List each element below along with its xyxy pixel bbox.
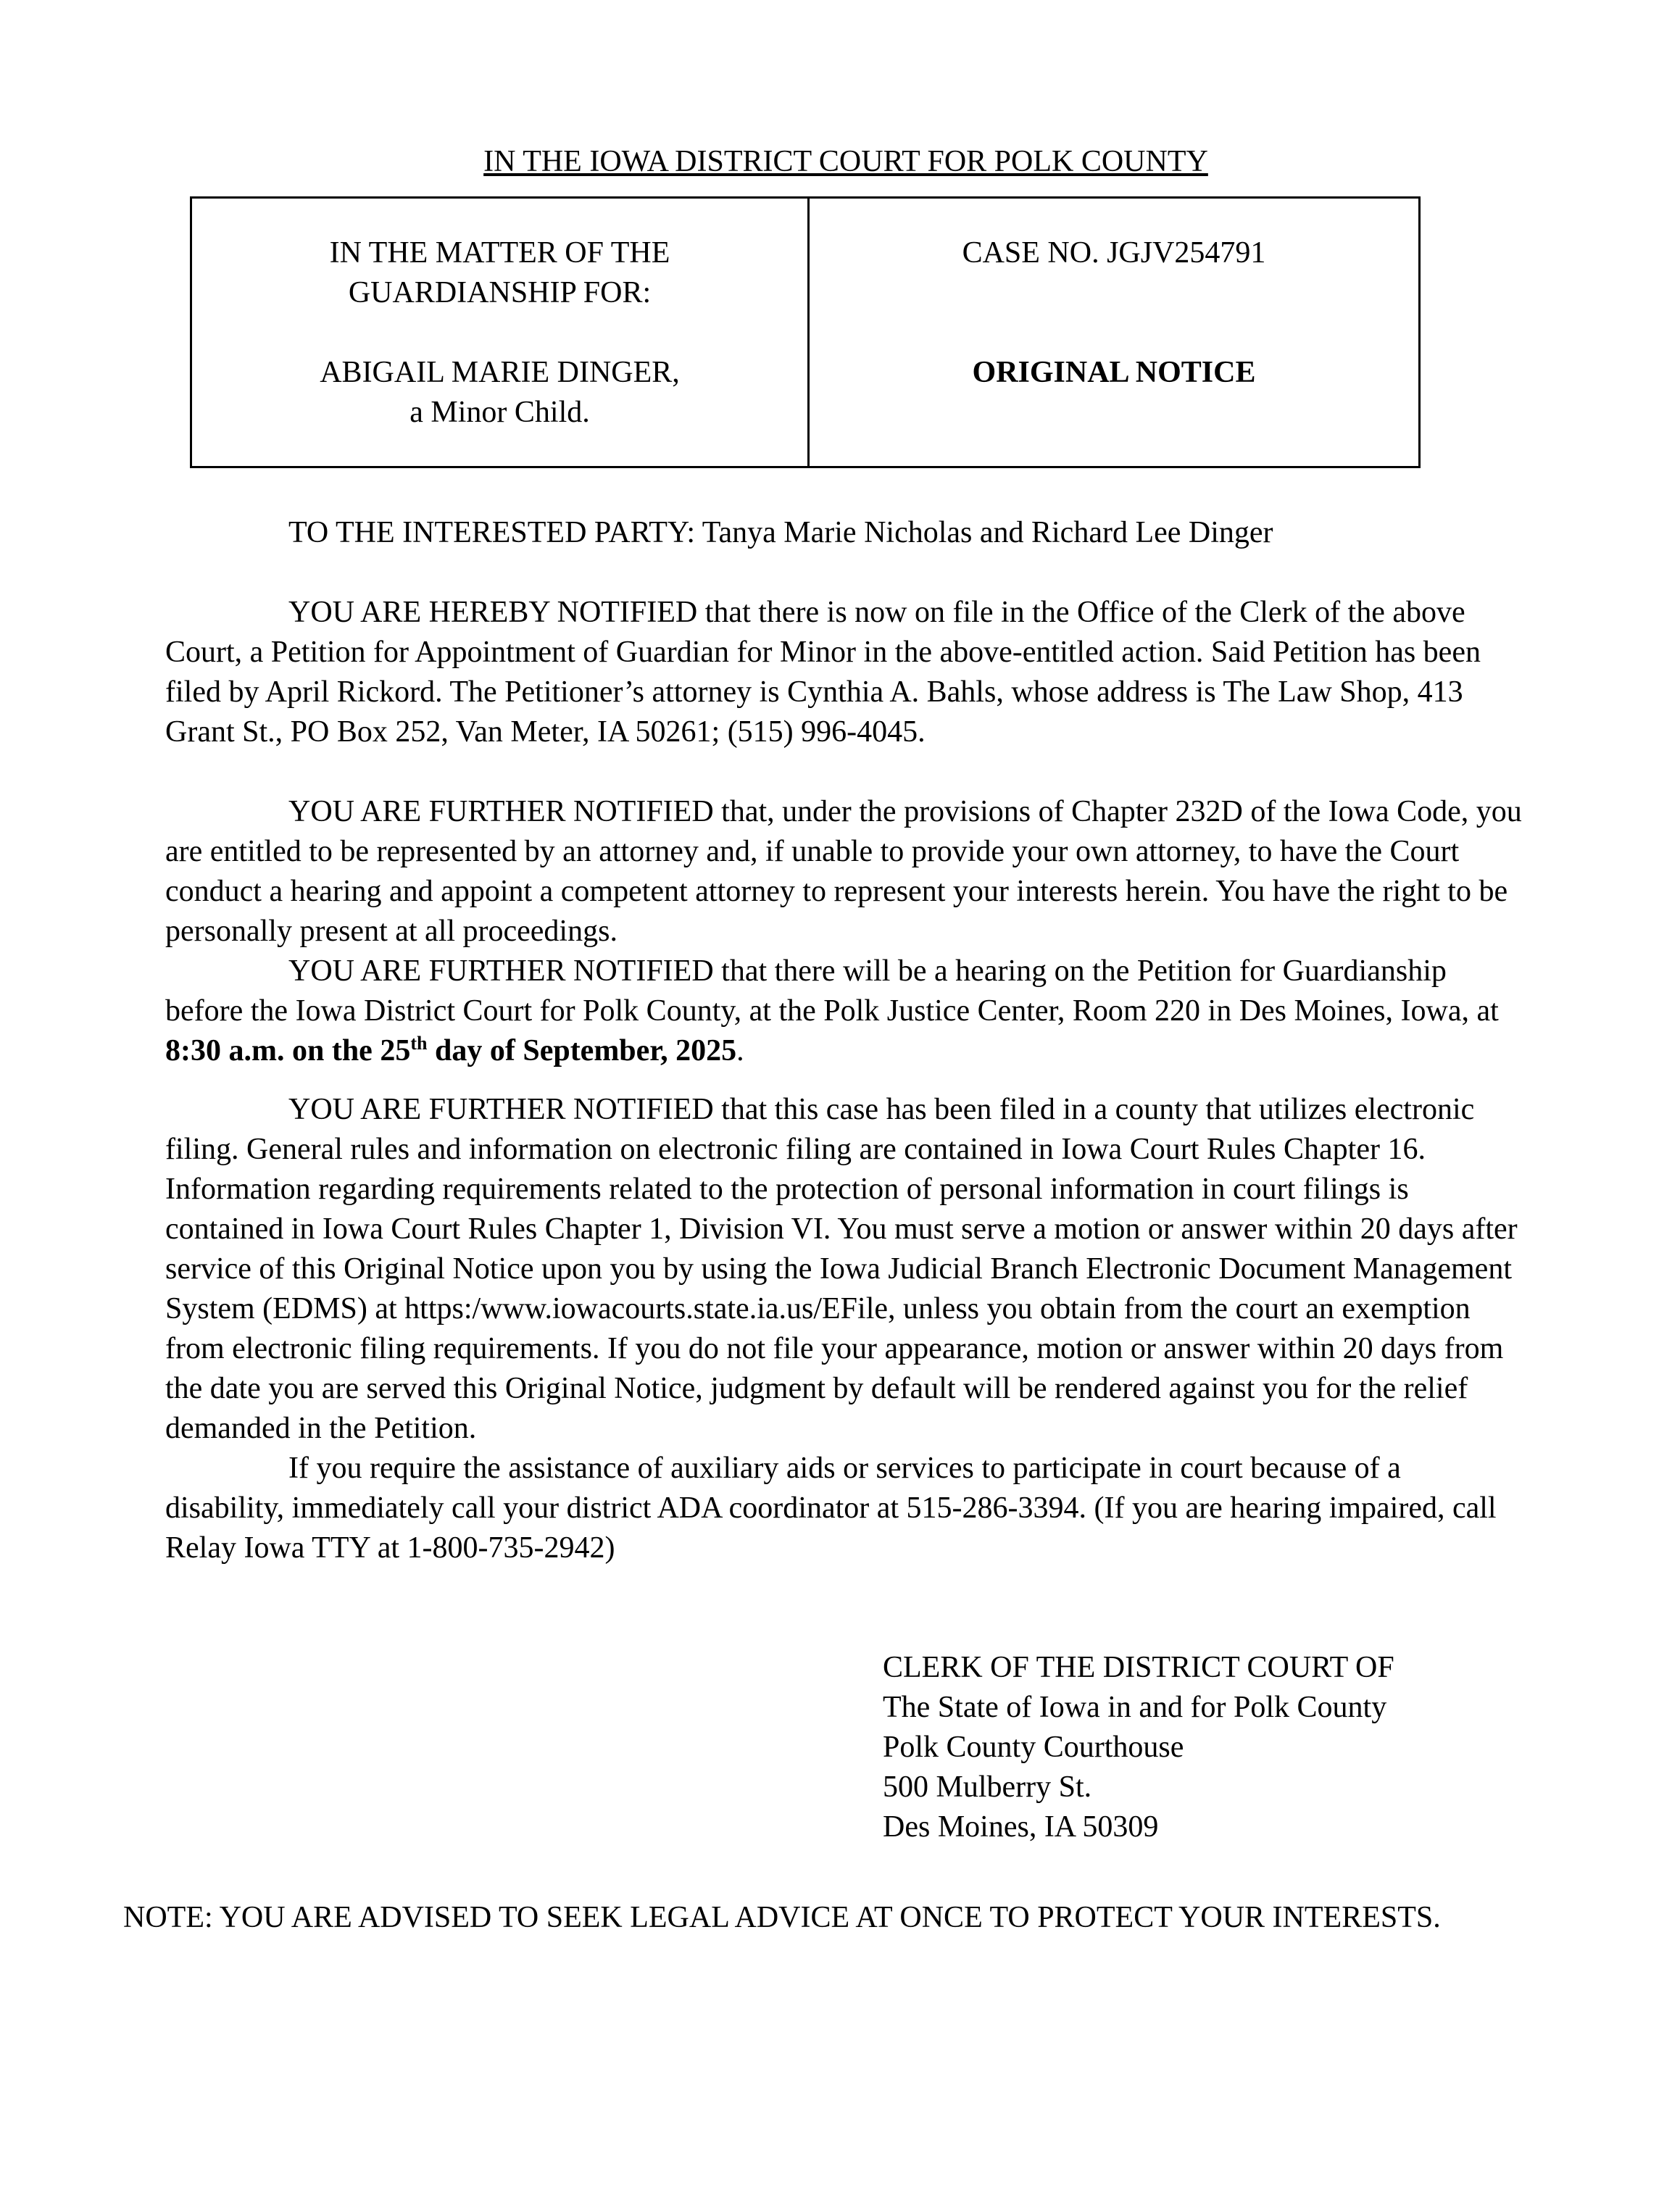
clerk-line-4: 500 Mulberry St. xyxy=(883,1770,1092,1804)
clerk-line-5: Des Moines, IA 50309 xyxy=(883,1810,1159,1844)
hearing-ordinal-suffix: th xyxy=(410,1033,428,1054)
interested-party-line: TO THE INTERESTED PARTY: Tanya Marie Nicholas and Richard Lee Dinger xyxy=(288,516,1273,549)
paragraph-electronic-filing: YOU ARE FURTHER NOTIFIED that this case has been filed in a county that utilizes electronic filing. General rules and information on electronic filing are contained in Iowa Court Rules Chapter 16. Information regarding requirements related to the protection of personal information in court filings is contained in Iowa Court Rules Chapter 1, Division VI. You must serve a motion or answer within 20 days after service of this Original Notice upon you by using the Iowa Judicial Branch Electronic Document Management System (EDMS) at https:/www.iowacourts.state.ia.us/EFile, unless you obtain from the court an exemption from electronic filing requirements. If you do not file your appearance, motion or answer within 20 days from the date you are served this Original Notice, judgment by default will be rendered against you for the relief demanded in the Petition. xyxy=(165,1093,1518,1445)
clerk-line-2: The State of Iowa in and for Polk County xyxy=(883,1691,1387,1724)
clerk-line-1: CLERK OF THE DISTRICT COURT OF xyxy=(883,1651,1394,1684)
paragraph-hereby-notified: YOU ARE HEREBY NOTIFIED that there is now on file in the Office of the Clerk of the above Court, a Petition for Appointment of Guardian for Minor in the above-entitled action. Said Petition has been filed by April Rickord. The Petitioner’s attorney is Cynthia A. Bahls, whose address is The Law Shop, 413 Grant St., PO Box 252, Van Meter, IA 50261; (515) 996-4045. xyxy=(165,596,1481,749)
minor-desc: a Minor Child. xyxy=(409,396,590,429)
matter-line-1: IN THE MATTER OF THE xyxy=(329,236,670,270)
hearing-date: day of September, 2025 xyxy=(427,1034,737,1067)
paragraph-ada-assistance: If you require the assistance of auxiliary aids or services to participate in court because of a disability, immediately call your district ADA coordinator at 515-286-3394. (If you are hearing impaired, call Relay Iowa TTY at 1-800-735-2942) xyxy=(165,1452,1497,1565)
caption-box xyxy=(190,196,1421,468)
matter-line-2: GUARDIANSHIP FOR: xyxy=(348,276,652,309)
court-header xyxy=(165,142,1526,182)
caption-right-cell xyxy=(810,199,1418,466)
notice-title: ORIGINAL NOTICE xyxy=(972,356,1256,389)
caption-blank-line xyxy=(214,313,786,353)
minor-name: ABIGAIL MARIE DINGER, xyxy=(320,356,680,389)
court-header-text: IN THE IOWA DISTRICT COURT FOR POLK COUNTY xyxy=(483,145,1208,178)
hearing-text-prefix: YOU ARE FURTHER NOTIFIED that there will be a hearing on the Petition for Guardianship before the Iowa District Court for Polk County, at the Polk Justice Center, Room 220 in Des Moines, Iowa, at xyxy=(165,954,1499,1028)
hearing-text-suffix: . xyxy=(736,1034,744,1067)
hearing-datetime xyxy=(165,1034,736,1067)
paragraph-attorney-rights: YOU ARE FURTHER NOTIFIED that, under the provisions of Chapter 232D of the Iowa Code, you are entitled to be represented by an attorney and, if unable to provide your own attorney, to have the Court conduct a hearing and appoint a competent attorney to represent your interests herein. You have the right to be personally present at all proceedings. xyxy=(165,795,1522,948)
clerk-signature-block xyxy=(883,1648,1526,1847)
paragraph-hearing-notice xyxy=(165,952,1526,1071)
spacer xyxy=(165,553,1526,593)
caption-blank-line xyxy=(831,273,1397,313)
spacer xyxy=(165,752,1526,792)
hearing-time: 8:30 a.m. on the 25 xyxy=(165,1034,411,1067)
clerk-line-3: Polk County Courthouse xyxy=(883,1731,1184,1764)
caption-left-cell xyxy=(192,199,810,466)
legal-advice-note: NOTE: YOU ARE ADVISED TO SEEK LEGAL ADVICE AT ONCE TO PROTECT YOUR INTERESTS. xyxy=(123,1901,1441,1934)
caption-blank-line xyxy=(831,313,1397,353)
case-number: CASE NO. JGJV254791 xyxy=(962,236,1266,270)
